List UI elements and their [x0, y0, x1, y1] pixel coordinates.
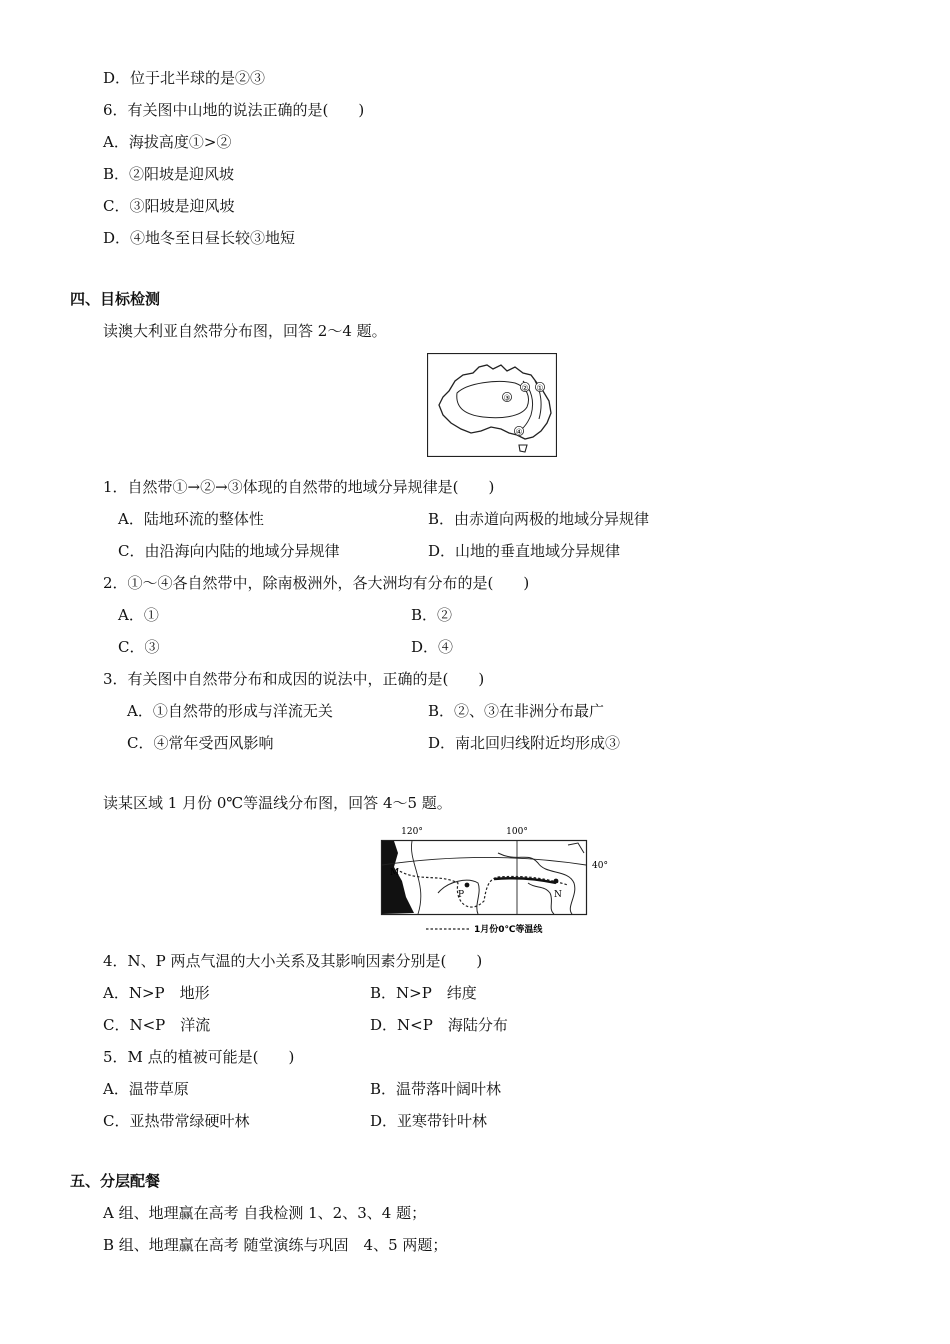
q1-option-a: A．陆地环流的整体性 — [118, 510, 264, 528]
section-5-title: 五、分层配餐 — [70, 1172, 161, 1190]
question-3: 3．有关图中自然带分布和成因的说法中，正确的是( ) — [103, 670, 485, 688]
q3-option-d: D．南北回归线附近均形成③ — [428, 734, 621, 752]
q5-option-d: D．亚寒带针叶林 — [370, 1112, 488, 1130]
q2-option-a: A．① — [118, 606, 159, 624]
q6-option-b: B．②阳坡是迎风坡 — [103, 165, 235, 183]
q4-option-b: B．N>P 纬度 — [370, 984, 477, 1002]
q3-option-b: B．②、③在非洲分布最广 — [428, 702, 605, 720]
option-d-prev: D．位于北半球的是②③ — [103, 69, 266, 87]
question-2: 2．①～④各自然带中，除南极洲外，各大洲均有分布的是( ) — [103, 574, 530, 592]
q5-option-b: B．温带落叶阔叶林 — [370, 1080, 502, 1098]
group-a-assignment: A 组、地理赢在高考 自我检测 1、2、3、4 题； — [103, 1204, 427, 1222]
map1-label-2: ② — [521, 383, 529, 393]
q1-option-d: D．山地的垂直地域分异规律 — [428, 542, 621, 560]
q1-option-c: C．由沿海向内陆的地域分异规律 — [118, 542, 340, 560]
question-6: 6．有关图中山地的说法正确的是( ) — [103, 101, 365, 119]
point-n-label: N — [554, 890, 562, 900]
q2-option-c: C．③ — [118, 638, 160, 656]
intro-australia-map: 读澳大利亚自然带分布图，回答 2～4 题。 — [103, 322, 387, 340]
section-4-title: 四、目标检测 — [70, 290, 161, 308]
q6-option-c: C．③阳坡是迎风坡 — [103, 197, 235, 215]
lon-100-label: 100° — [506, 827, 528, 837]
q5-option-a: A．温带草原 — [103, 1080, 189, 1098]
point-p-label: P — [458, 890, 465, 900]
lat-40-label: 40° — [592, 861, 608, 871]
question-5: 5．M 点的植被可能是( ) — [103, 1048, 295, 1066]
q4-option-c: C．N<P 洋流 — [103, 1016, 211, 1034]
map1-label-1: ① — [536, 383, 544, 393]
q3-option-c: C．④常年受西风影响 — [127, 734, 274, 752]
isotherm-legend: 1月份0℃等温线 — [474, 925, 543, 935]
isotherm-map — [378, 823, 610, 938]
q6-option-a: A．海拔高度①>② — [103, 133, 232, 151]
q4-option-a: A．N>P 地形 — [103, 984, 210, 1002]
q1-option-b: B．由赤道向两极的地域分异规律 — [428, 510, 650, 528]
group-b-assignment: B 组、地理赢在高考 随堂演练与巩固 4、5 两题； — [103, 1236, 448, 1254]
lon-120-label: 120° — [401, 827, 423, 837]
question-4: 4．N、P 两点气温的大小关系及其影响因素分别是( ) — [103, 952, 483, 970]
q3-option-a: A．①自然带的形成与洋流无关 — [127, 702, 333, 720]
map1-label-3: ③ — [503, 393, 511, 403]
australia-natural-zone-map — [427, 353, 557, 457]
q2-option-b: B．② — [411, 606, 453, 624]
map1-label-4: ④ — [515, 427, 523, 437]
q5-option-c: C．亚热带常绿硬叶林 — [103, 1112, 250, 1130]
q4-option-d: D．N<P 海陆分布 — [370, 1016, 508, 1034]
point-m-label: M — [390, 868, 400, 878]
intro-isotherm-map: 读某区域 1 月份 0℃等温线分布图，回答 4～5 题。 — [103, 794, 452, 812]
q2-option-d: D．④ — [411, 638, 454, 656]
q6-option-d: D．④地冬至日昼长较③地短 — [103, 229, 296, 247]
question-1: 1．自然带①→②→③体现的自然带的地域分异规律是( ) — [103, 478, 495, 496]
